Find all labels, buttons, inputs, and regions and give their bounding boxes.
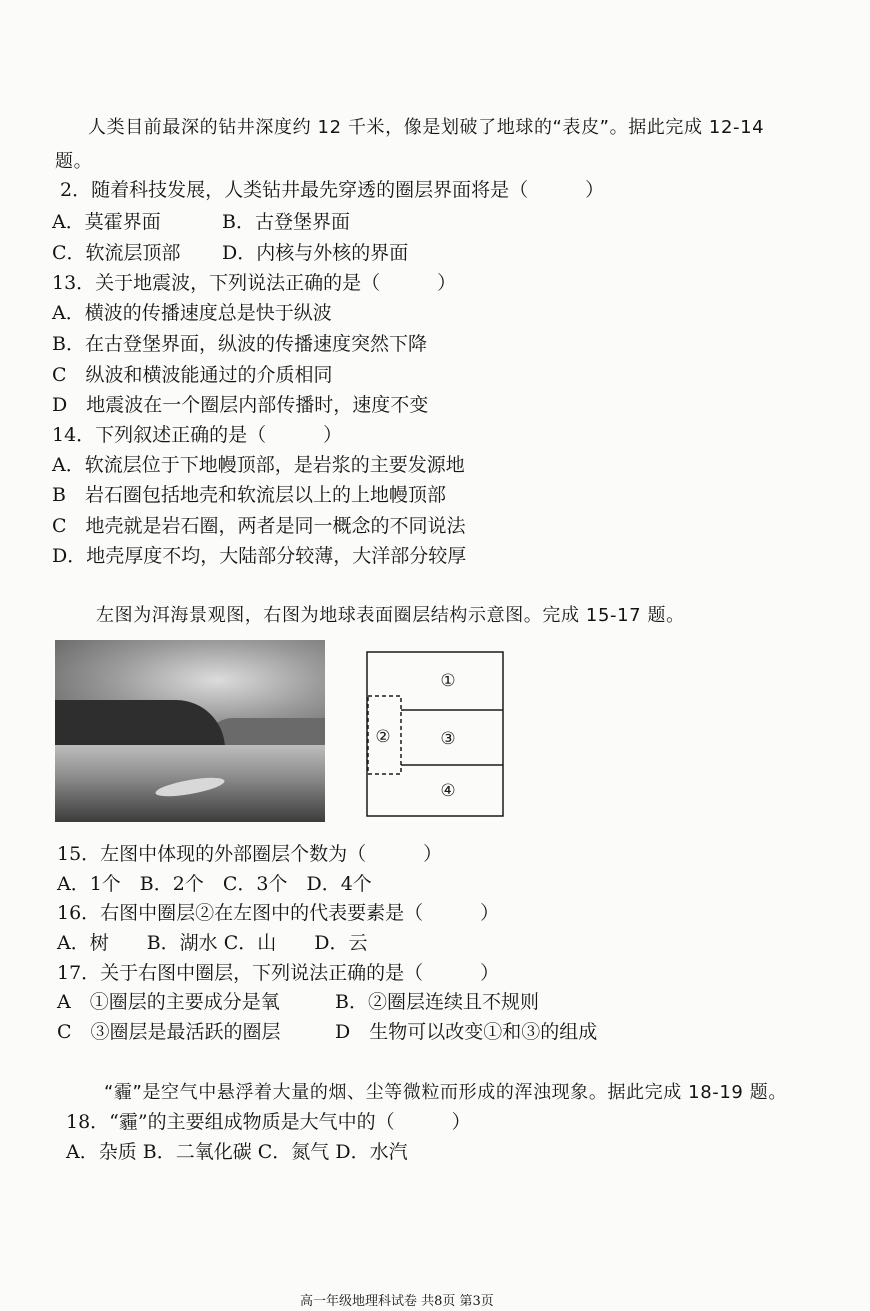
erhai-landscape-photo [55,640,325,822]
q16-options[interactable]: A．树 B．湖水 C．山 D．云 [57,932,368,954]
q17-option-a[interactable]: A ①圈层的主要成分是氧 [57,991,280,1013]
q12-option-c[interactable]: C．软流层顶部 [52,242,181,264]
q17-option-d[interactable]: D 生物可以改变①和③的组成 [335,1021,598,1043]
diagram-label-4: ④ [440,781,456,801]
q12-stem: 2．随着科技发展，人类钻井最先穿透的圈层界面将是（ ） [60,179,605,201]
q13-option-d[interactable]: D 地震波在一个圈层内部传播时，速度不变 [52,394,429,416]
q18-options[interactable]: A．杂质 B．二氧化碳 C．氮气 D．水汽 [66,1141,408,1163]
q14-option-d[interactable]: D．地壳厚度不均，大陆部分较薄，大洋部分较厚 [52,545,467,567]
q14-option-a[interactable]: A．软流层位于下地幔顶部，是岩浆的主要发源地 [52,454,465,476]
q14-stem: 14．下列叙述正确的是（ ） [52,424,343,446]
q12-option-a[interactable]: A．莫霍界面 [52,211,161,233]
q17-stem: 17．关于右图中圈层，下列说法正确的是（ ） [57,962,500,984]
intro-12-14-line2: 题。 [55,151,93,172]
q12-option-b[interactable]: B．古登堡界面 [222,211,350,233]
sphere-structure-diagram [365,650,510,820]
diagram-label-3: ③ [440,729,456,749]
diagram-label-1: ① [440,671,456,691]
q14-option-c[interactable]: C 地壳就是岩石圈，两者是同一概念的不同说法 [52,515,466,537]
q17-option-c[interactable]: C ③圈层是最活跃的圈层 [57,1021,281,1043]
q13-stem: 13．关于地震波，下列说法正确的是（ ） [52,272,457,294]
q18-stem: 18．“霾”的主要组成物质是大气中的（ ） [66,1111,471,1133]
intro-12-14-line1: 人类目前最深的钻井深度约 12 千米，像是划破了地球的“表皮”。据此完成 12-14 [88,117,765,138]
q14-option-b[interactable]: B 岩石圈包括地壳和软流层以上的上地幔顶部 [52,484,446,506]
q13-option-a[interactable]: A．横波的传播速度总是快于纵波 [52,302,332,324]
page-footer: 高一年级地理科试卷 共8页 第3页 [300,1294,494,1309]
intro-18-19: “霾”是空气中悬浮着大量的烟、尘等微粒而形成的浑浊现象。据此完成 18-19 题。 [104,1082,787,1103]
q15-options[interactable]: A．1个 B．2个 C．3个 D．4个 [57,873,372,895]
q13-option-b[interactable]: B．在古登堡界面，纵波的传播速度突然下降 [52,333,427,355]
q17-option-b[interactable]: B．②圈层连续且不规则 [335,991,539,1013]
diagram-label-2: ② [375,727,391,747]
intro-15-17: 左图为洱海景观图，右图为地球表面圈层结构示意图。完成 15-17 题。 [96,605,685,626]
q13-option-c[interactable]: C 纵波和横波能通过的介质相同 [52,364,333,386]
q15-stem: 15．左图中体现的外部圈层个数为（ ） [57,843,443,865]
q12-option-d[interactable]: D．内核与外核的界面 [222,242,409,264]
q16-stem: 16．右图中圈层②在左图中的代表要素是（ ） [57,902,500,924]
